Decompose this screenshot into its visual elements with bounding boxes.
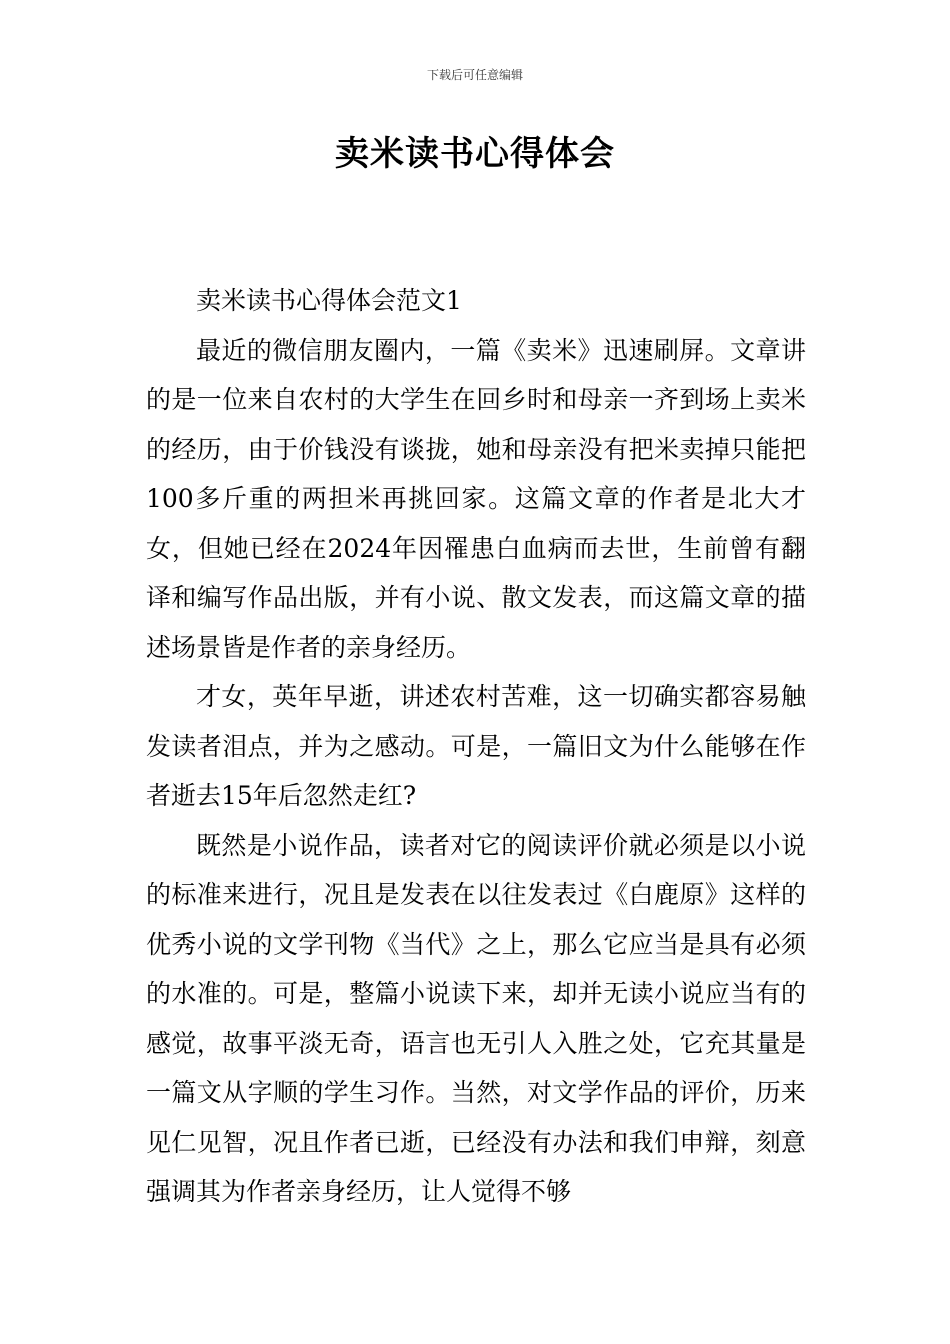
document-title: 卖米读书心得体会 [335,134,615,174]
document-body [146,276,806,1217]
page-header-note: 下载后可任意编辑 [426,68,523,82]
body-paragraph: 最近的微信朋友圈内，一篇《卖米》迅速刷屏。文章讲的是一位来自农村的大学生在回乡时和母亲一齐到场上卖米的经历，由于价钱没有谈拢，她和母亲没有把米卖掉只能把100多斤重的两担米再挑回家。这篇文章的作者是北大才女，但她已经在2024年因罹患白血病而去世，生前曾有翻译和编写作品出版，并有小说、散文发表，而这篇文章的描述场景皆是作者的亲身经历。 [146,335,806,662]
body-paragraph: 才女，英年早逝，讲述农村苦难，这一切确实都容易触发读者泪点，并为之感动。可是，一篇旧文为什么能够在作者逝去15年后忽然走红? [146,682,806,810]
section-heading: 卖米读书心得体会范文1 [196,286,462,315]
body-paragraph: 既然是小说作品，读者对它的阅读评价就必须是以小说的标准来进行，况且是发表在以往发表过《白鹿原》这样的优秀小说的文学刊物《当代》之上，那么它应当是具有必须的水准的。可是，整篇小说读下来，却并无读小说应当有的感觉，故事平淡无奇，语言也无引人入胜之处，它充其量是一篇文从字顺的学生习作。当然，对文学作品的评价，历来见仁见智，况且作者已逝，已经没有办法和我们申辩，刻意强调其为作者亲身经历，让人觉得不够 [146,830,806,1206]
